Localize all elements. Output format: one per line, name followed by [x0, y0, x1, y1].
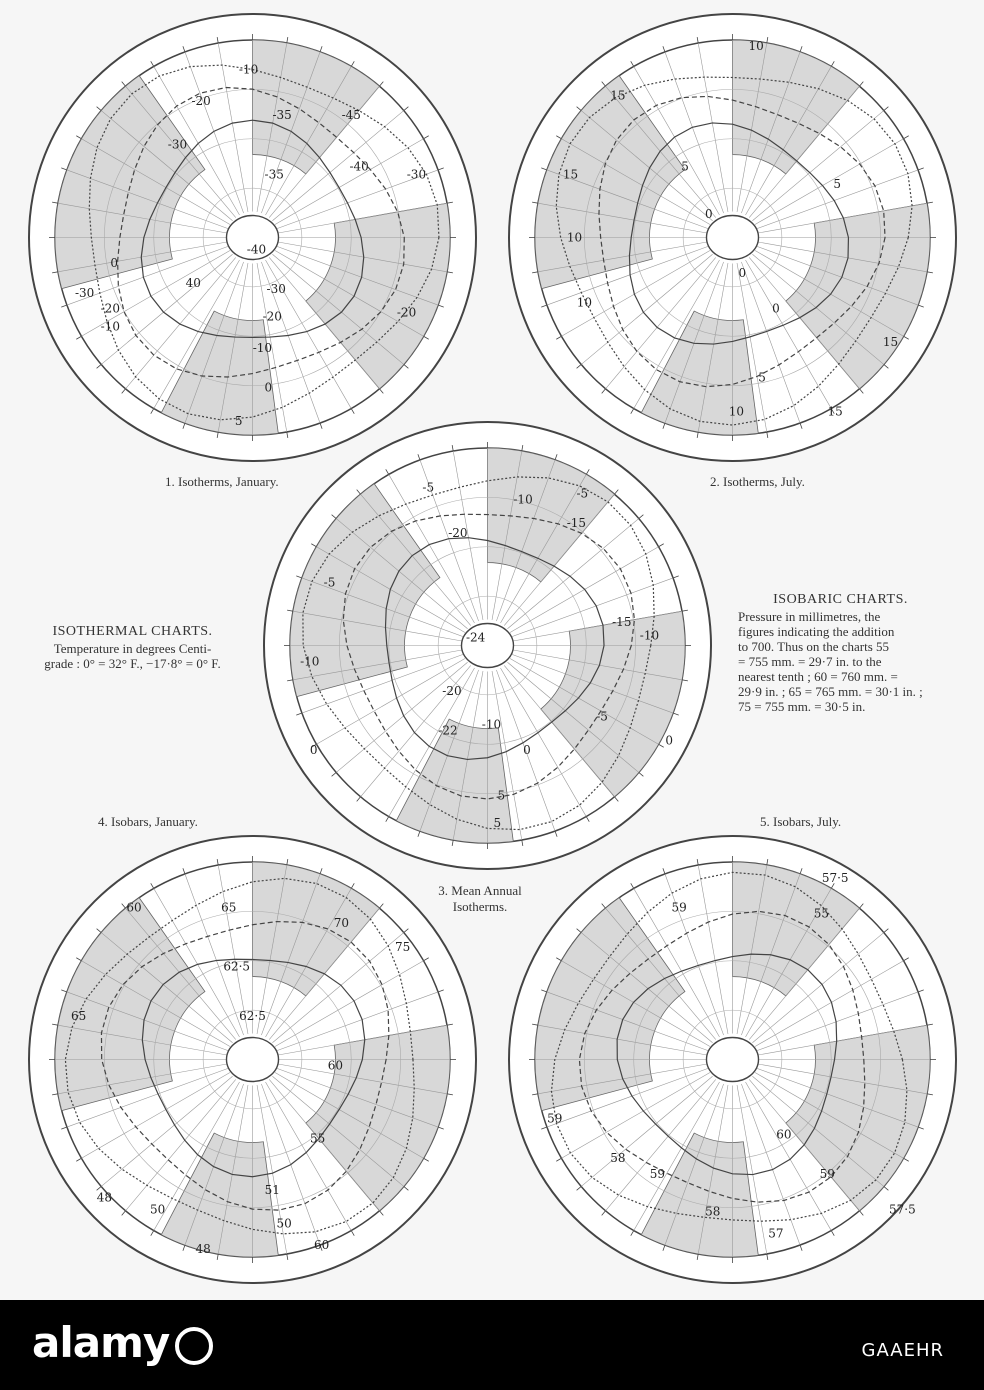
isoline-value-label: -35 — [272, 108, 292, 122]
isoline-value-label: -10 — [252, 341, 273, 356]
isobaric-line: nearest tenth ; 60 = 760 mm. = — [738, 669, 898, 684]
isoline-value-label: -30 — [74, 285, 95, 300]
isoline-value-label: -40 — [349, 159, 369, 174]
isoline-value-label: 0 — [704, 206, 713, 221]
isobaric-charts-legend — [738, 592, 943, 714]
isoline-value-label: 60 — [313, 1238, 330, 1253]
isoline-value-label: -10 — [513, 492, 533, 507]
isoline-value-label: 10 — [566, 230, 583, 245]
isoline-value-label: 55 — [813, 906, 830, 921]
isobaric-line: to 700. Thus on the charts 55 — [738, 639, 890, 654]
isoline-value-label: 60 — [776, 1127, 792, 1142]
isoline-value-label: 50 — [276, 1216, 292, 1231]
isobaric-heading: ISOBARIC CHARTS. — [773, 592, 908, 607]
isoline-value-label: 15 — [827, 404, 843, 419]
isoline-value-label: 5 — [234, 414, 243, 429]
isoline-value-label: -45 — [341, 108, 361, 122]
isoline-value-label: -30 — [266, 281, 286, 296]
isoline-value-label: 70 — [333, 916, 350, 931]
isoline-value-label: 59 — [547, 1111, 563, 1126]
caption-mean-annual-isotherms: 3. Mean Annual Isotherms. — [438, 883, 522, 914]
isoline-value-label: 15 — [882, 335, 899, 350]
isobaric-line: figures indicating the addition — [738, 624, 895, 639]
map-isobars-july — [505, 832, 960, 1287]
isoline-value-label: 5 — [493, 816, 502, 831]
isoline-value-label: 55 — [310, 1131, 326, 1146]
isoline-value-label: 65 — [71, 1009, 87, 1023]
isoline-value-label: -35 — [264, 167, 284, 182]
caption-isobars-july: 5. Isobars, July. — [760, 814, 842, 829]
isoline-value-label: -15 — [566, 516, 587, 530]
isoline-value-label: -30 — [406, 167, 427, 182]
isoline-value-label: -20 — [100, 301, 120, 316]
isoline-value-label: -10 — [481, 717, 502, 732]
isoline-value-label: 10 — [748, 38, 764, 53]
alamy-logo: alamy — [32, 1318, 213, 1367]
isoline-value-label: 5 — [497, 788, 506, 803]
isoline-value-label: 60 — [126, 900, 142, 915]
isoline-value-label: -5 — [323, 575, 336, 590]
isoline-value-label: 51 — [264, 1182, 280, 1197]
isoline-value-label: 58 — [705, 1204, 721, 1219]
isoline-value-label: 0 — [110, 256, 119, 271]
isoline-value-label: -20 — [396, 305, 417, 320]
isoline-value-label: -24 — [465, 630, 486, 645]
isoline-value-label: -20 — [442, 683, 462, 698]
isoline-value-label: 58 — [610, 1151, 626, 1166]
isoline-value-label: 65 — [221, 900, 237, 915]
isoline-value-label: 15 — [610, 88, 626, 103]
isoline-value-label: -5 — [596, 709, 608, 724]
isoline-value-label: -30 — [167, 137, 188, 152]
isoline-value-label: 48 — [96, 1190, 113, 1205]
isobaric-line: Pressure in millimetres, the — [738, 609, 881, 624]
isothermal-charts-legend — [20, 624, 245, 671]
caption-isotherms-july: 2. Isotherms, July. — [710, 474, 805, 489]
isoline-value-label: 15 — [562, 167, 579, 182]
isoline-value-label: -5 — [576, 486, 589, 501]
isoline-value-label: 0 — [738, 266, 747, 280]
isoline-value-label: 10 — [576, 295, 593, 310]
isoline-value-label: 0 — [309, 743, 318, 758]
isoline-value-label: -20 — [262, 309, 282, 324]
isoline-value-label: -20 — [191, 94, 211, 109]
isoline-value-label: -5 — [422, 480, 435, 495]
caption-isobars-january: 4. Isobars, January. — [98, 814, 198, 829]
map-mean-annual-isotherms — [260, 418, 715, 873]
isoline-value-label: 0 — [665, 733, 674, 748]
isobaric-line: 75 = 755 mm. = 30·5 in. — [738, 699, 866, 714]
isoline-value-label: 10 — [728, 404, 745, 419]
isoline-value-label: 48 — [195, 1242, 211, 1257]
map-isotherms-january — [25, 10, 480, 465]
isoline-value-label: 59 — [819, 1167, 835, 1181]
isoline-value-label: 62·5 — [223, 959, 251, 974]
isoline-value-label: -22 — [438, 723, 458, 738]
isobaric-line: 29·9 in. ; 65 = 765 mm. = 30·1 in. ; — [738, 684, 923, 699]
isoline-value-label: 0 — [264, 380, 273, 395]
isoline-value-label: -15 — [612, 614, 632, 629]
isothermal-line: grade : 0° = 32° F., −17·8° = 0° F. — [44, 656, 221, 671]
isoline-value-label: 0 — [772, 301, 780, 316]
isoline-value-label: -10 — [238, 62, 259, 77]
logo-ring-icon — [175, 1327, 213, 1365]
isoline-value-label: 40 — [185, 275, 201, 290]
map-isotherms-july — [505, 10, 960, 465]
isoline-value-label: 0 — [523, 743, 531, 758]
stock-image-id: GAAEHR — [861, 1340, 944, 1361]
isoline-value-label: -10 — [300, 654, 320, 669]
isoline-value-label: 60 — [327, 1058, 344, 1073]
isoline-value-label: 57·5 — [888, 1202, 916, 1217]
isoline-value-label: -10 — [639, 628, 660, 643]
isoline-value-label: -40 — [246, 242, 267, 257]
isoline-value-label: 5 — [833, 177, 841, 192]
isothermal-heading: ISOTHERMAL CHARTS. — [52, 624, 213, 639]
isoline-value-label: 57·5 — [821, 870, 849, 885]
isoline-value-label: 57 — [768, 1226, 784, 1241]
isobaric-line: = 755 mm. = 29·7 in. to the — [738, 654, 882, 669]
caption-isotherms-january: 1. Isotherms, January. — [165, 474, 279, 489]
isoline-value-label: 50 — [150, 1202, 166, 1217]
isoline-value-label: 62·5 — [239, 1009, 266, 1023]
isoline-value-label: 59 — [649, 1167, 666, 1181]
isoline-value-label: 5 — [681, 159, 689, 174]
isoline-value-label: 5 — [758, 370, 766, 385]
isoline-value-label: 75 — [394, 939, 411, 954]
map-isobars-january — [25, 832, 480, 1287]
isoline-value-label: 59 — [671, 900, 687, 915]
isoline-value-label: -20 — [448, 525, 468, 540]
isoline-value-label: -10 — [100, 319, 120, 334]
isothermal-line: Temperature in degrees Centi- — [53, 641, 212, 656]
